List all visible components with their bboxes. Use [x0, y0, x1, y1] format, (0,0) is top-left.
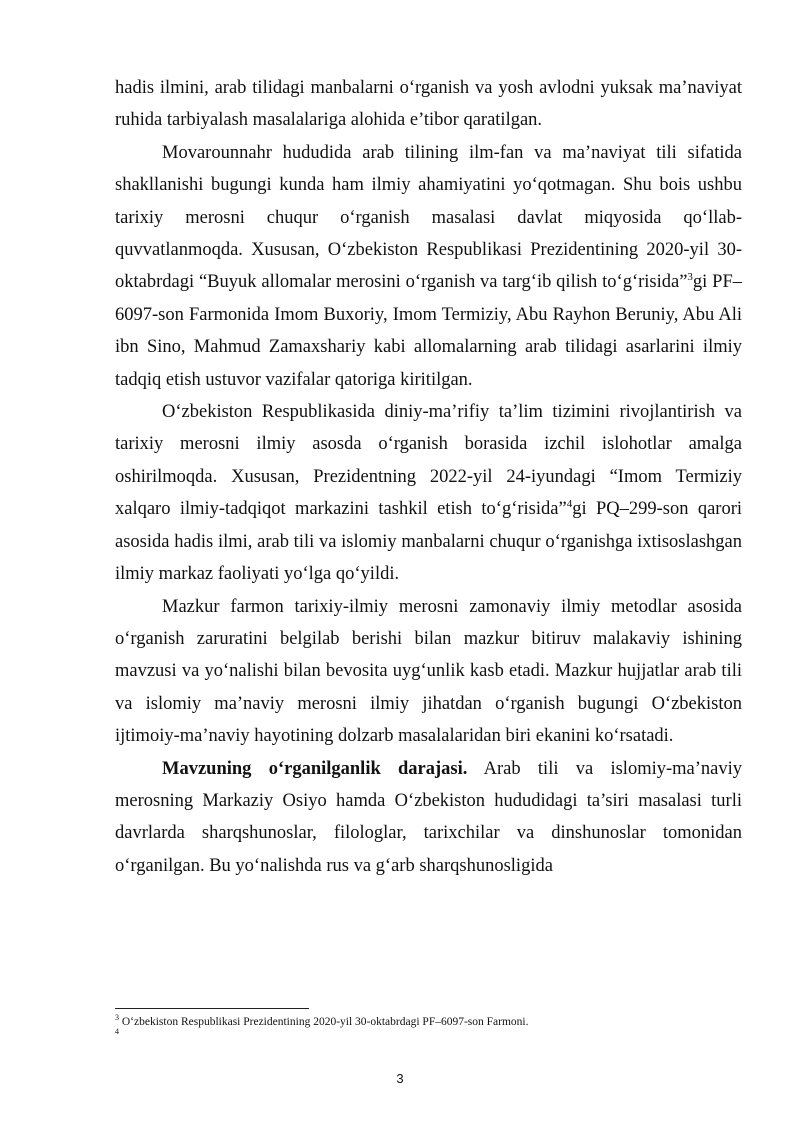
footnote-ref-3[interactable]: 3: [687, 271, 693, 284]
footnote-text: O‘zbekiston Respublikasi Prezidentining 2020-yil 30-oktabrdagi PF–6097-son Farmoni.: [119, 1016, 529, 1028]
document-body: [115, 72, 742, 882]
section-heading-inline: Mavzuning o‘rganilganlik darajasi.: [162, 758, 468, 779]
paragraph-1: hadis ilmini, arab tilidagi manbalarni o‘rganish va yosh avlodni yuksak ma’naviyat ruhida tarbiyalash masalalariga alohida e’tibor qaratilgan.: [115, 78, 742, 131]
footnote-4: [115, 1029, 742, 1043]
paragraph-2-part-b: gi PF–6097-son Farmonida Imom Buxoriy, Imom Termiziy, Abu Rayhon Beruniy, Abu Ali ibn Sino, Mahmud Zamaxshariy kabi allomalarning arab tilidagi asarlarini ilmiy tadqiq etish ustuvor vazifalar qatoriga kiritilgan.: [115, 272, 742, 390]
footnotes: [115, 1015, 742, 1043]
footnote-separator: [115, 1008, 309, 1009]
footnote-mark: 4: [115, 1027, 119, 1037]
paragraph-2: [115, 137, 742, 396]
paragraph-3-part-a: O‘zbekiston Respublikasida diniy-ma’rifiy ta’lim tizimini rivojlantirish va tarixiy merosni ilmiy asosda o‘rganish borasida izchil islohotlar amalga oshirilmoqda. Xususan, Prezidentning 2022-yil 24-iyundagi “Imom Termiziy xalqaro ilmiy-tadqiqot markazini tashkil etish to‘g‘risida”: [115, 402, 742, 520]
footnote-3: [115, 1015, 742, 1029]
paragraph-5-text: Arab tili va islomiy-ma’naviy merosning Markaziy Osiyo hamda O‘zbekiston hududidagi ta’siri masalasi turli davrlarda sharqshunoslar, filologlar, tarixchilar va dinshunoslar tomonidan o‘rganilgan. Bu yo‘nalishda rus va g‘arb sharqshunosligida: [115, 758, 743, 876]
page-number: 3: [396, 1071, 404, 1086]
footnote-ref-4[interactable]: 4: [566, 498, 573, 511]
paragraph-2-part-a: Movarounnahr hududida arab tilining ilm-fan va ma’naviyat tili sifatida shakllanishi bugungi kunda ham ilmiy ahamiyatini yo‘qotmagan. Shu bois ushbu tarixiy merosni chuqur o‘rganish masalasi davlat miqyosida qo‘llab-quvvatlanmoqda. Xususan, O‘zbekiston Respublikasi Prezidentining 2020-yil 30-oktabrdagi “Buyuk allomalar merosini o‘rganish va targ‘ib qilish to‘g‘risida”: [115, 142, 742, 293]
footnote-mark: 3: [115, 1013, 119, 1023]
paragraph-3-part-b: gi PQ–299-son qarori asosida hadis ilmi, arab tili va islomiy manbalarni chuqur o‘rganishga ixtisoslashgan ilmiy markaz faoliyati yo‘lga qo‘yildi.: [115, 499, 742, 585]
paragraph-5: [115, 753, 742, 883]
paragraph-4: Mazkur farmon tarixiy-ilmiy merosni zamonaviy ilmiy metodlar asosida o‘rganish zaruratini belgilab berishi bilan mazkur bitiruv malakaviy ishining mavzusi va yo‘nalishi bilan bevosita uyg‘unlik kasb etadi. Mazkur hujjatlar arab tili va islomiy ma’naviy merosni ilmiy jihatdan o‘rganish bugungi O‘zbekiston ijtimoiy-ma’naviy hayotining dolzarb masalalaridan biri ekanini ko‘rsatadi.: [115, 596, 742, 747]
paragraph-3: [115, 396, 742, 590]
